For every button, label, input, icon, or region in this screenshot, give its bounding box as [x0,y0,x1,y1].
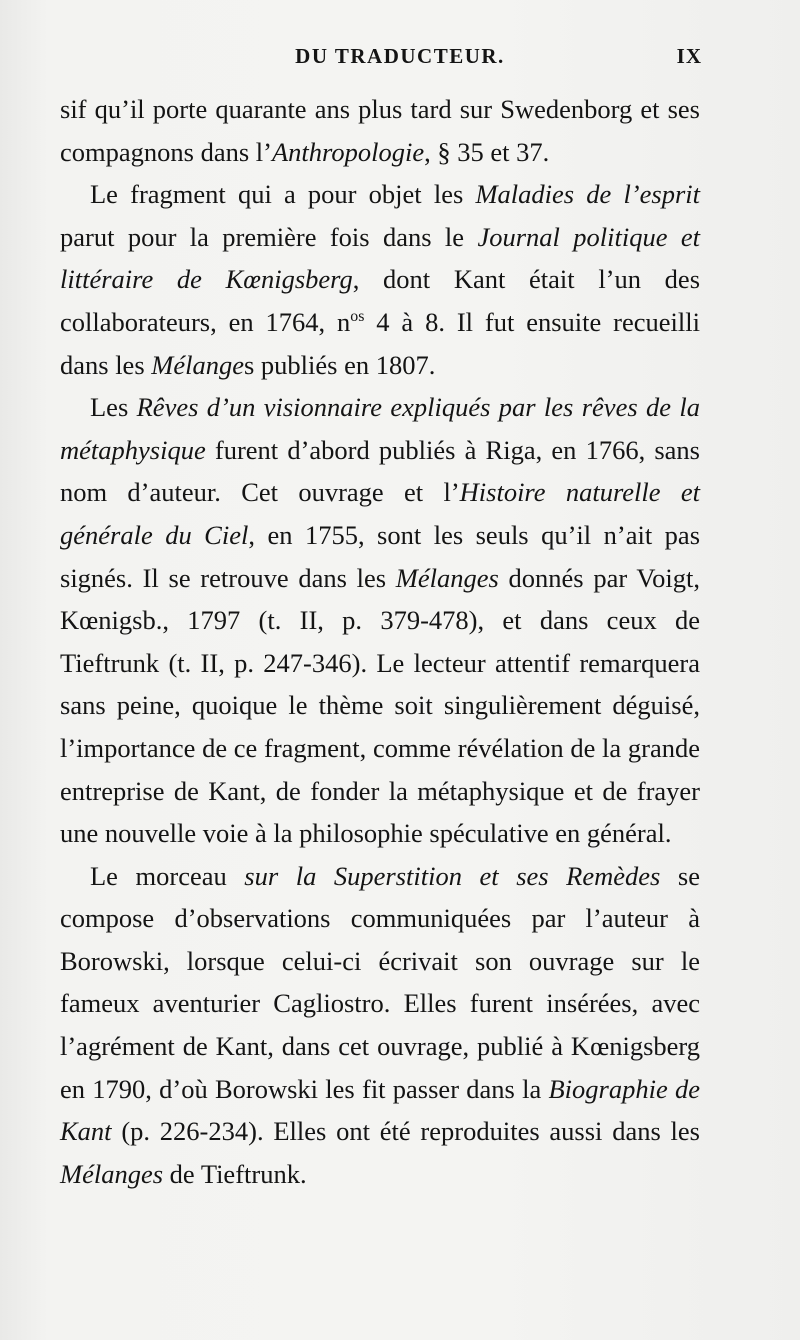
text-run: , § 35 et 37. [424,136,550,167]
italic-title: Maladies de l’esprit [475,179,700,210]
page-number: IX [676,44,702,68]
paragraph [60,855,700,1196]
running-title: DU TRADUCTEUR. [295,44,505,68]
italic-title: Journal politique et littéraire de Kœnigsberg [60,221,700,295]
running-head [0,44,800,74]
text-run: se compose d’observations communiquées par l’auteur à Borowski, lorsque celui-ci écrivait son ouvrage sur le fameux aventurier Cagliostro. Elles furent insérées, avec l’agrément de Kant, dans cet ouvrage, publié à Kœnigsberg en 1790, d’où Borowski les fit passer dans la [60,860,700,1104]
italic-title: Biographie de Kant [60,1073,701,1147]
paragraph [60,386,700,855]
paragraph [60,88,700,173]
italic-title: Rêves d’un visionnaire expliqués par les rêves de la métaphysique [60,392,700,465]
italic-title: Mélange [151,349,244,380]
italic-title: Mélanges [395,562,499,593]
text-run: , dont Kant était l’un des collaborateurs, en 1764, n [60,264,701,337]
italic-title: sur la Superstition et ses Remèdes [244,860,661,891]
text-run: Le fragment qui a pour objet les [90,179,476,210]
text-run: sif qu’il porte quarante ans plus tard sur Swedenborg et ses compagnons dans l’ [60,94,700,167]
italic-title: Anthropologie [271,136,425,167]
superscript: os [350,308,365,326]
text-run: Les [90,392,137,423]
paragraph [60,173,700,386]
text-run: (p. 226-234). Elles ont été reproduites aussi dans les [111,1116,700,1147]
italic-title: Histoire naturelle et générale du Ciel [60,477,700,550]
text-run: 4 à 8. Il fut ensuite recueilli dans les [60,306,700,380]
text-run: , en 1755, sont les seuls qu’il n’ait pas signés. Il se retrouve dans les [60,519,701,593]
text-run: parut pour la première fois dans le [60,221,478,252]
text-run: donnés par Voigt, Kœnigsb., 1797 (t. II, p. 379-478), et dans ceux de Tieftrunk (t. II, p. 247-346). Le lecteur attentif remarquera sans peine, quoique le thème soit singulièrement déguisé, l’importance de ce fragment, comme révélation de la grande entreprise de Kant, de fonder la métaphysique et de frayer une nouvelle voie à la philosophie spéculative en général. [60,562,700,849]
text-run: furent d’abord publiés à Riga, en 1766, sans nom d’auteur. Cet ouvrage et l’ [60,434,700,508]
text-run: de Tieftrunk. [163,1158,307,1189]
text-run: s publiés en 1807. [243,349,436,380]
italic-title: Mélanges [60,1158,164,1189]
body-text [60,88,700,1195]
text-run: Le morceau [90,860,245,891]
